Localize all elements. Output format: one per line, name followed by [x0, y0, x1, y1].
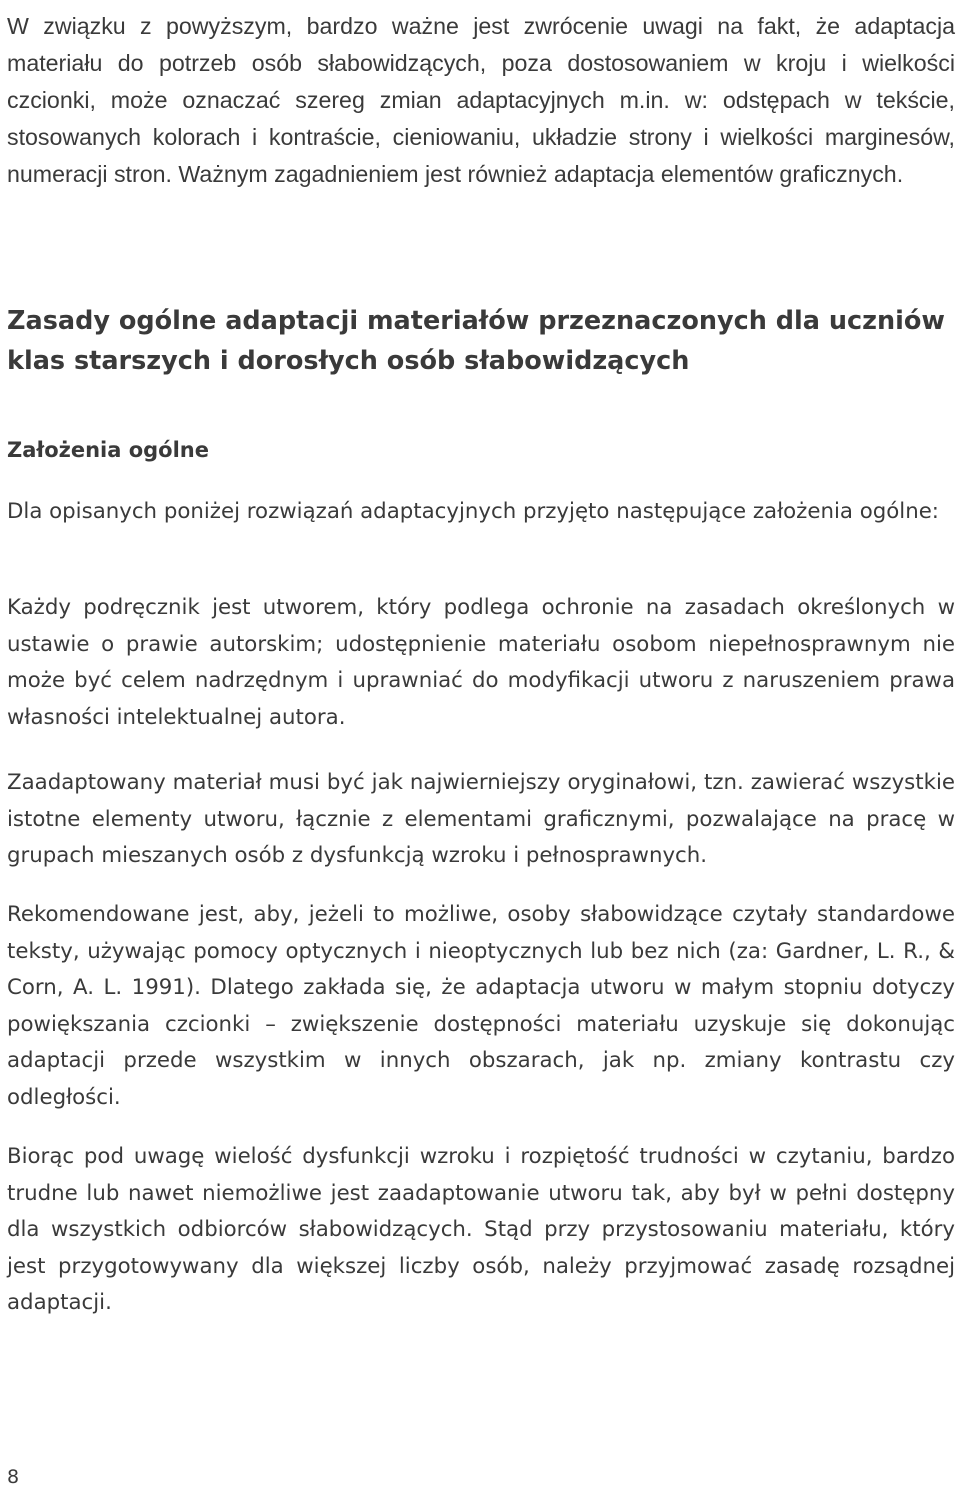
paragraph-faithfulness: Zaadaptowany materiał musi być jak najwierniejszy oryginałowi, tzn. zawierać wszystkie istotne elementy utworu, łącznie z elementami graficznymi, pozwalające na pracę w grupach mieszanych osób z dysfunkcją wzroku i pełnosprawnych.: [7, 770, 955, 868]
intro-paragraph: [7, 8, 955, 193]
paragraph-recommendation: Rekomendowane jest, aby, jeżeli to możliwe, osoby słabowidzące czytały standardowe teksty, używając pomocy optycznych i nieoptycznych lub bez nich (za: Gardner, L. R., & Corn, A. L. 1991). Dlatego zakłada się, że adaptacja utworu w małym stopniu dotyczy powiększania czcionki – zwiększenie dostępności materiału uzyskuje się dokonując adaptacji przede wszystkim w innych obszarach, jak np. zmiany kontrastu czy odległości.: [7, 902, 955, 1110]
paragraph-assumptions-intro: Dla opisanych poniżej rozwiązań adaptacyjnych przyjęto następujące założenia ogólne:: [7, 499, 939, 524]
section-heading: Zasady ogólne adaptacji materiałów przeznaczonych dla uczniów klas starszych i dorosłych osób słabowidzących: [7, 306, 945, 376]
subsection-heading: Założenia ogólne: [7, 438, 209, 462]
page-number: 8: [7, 1466, 20, 1488]
paragraph-reasonable-adaptation: Biorąc pod uwagę wielość dysfunkcji wzroku i rozpiętość trudności w czytaniu, bardzo trudne lub nawet niemożliwe jest zaadaptowanie utworu tak, aby był w pełni dostępny dla wszystkich odbiorców słabowidzących. Stąd przy przystosowaniu materiału, który jest przygotowywany dla większej liczby osób, należy przyjmować zasadę rozsądnej adaptacji.: [7, 1144, 955, 1315]
paragraph-copyright: Każdy podręcznik jest utworem, który podlega ochronie na zasadach określonych w ustawie o prawie autorskim; udostępnienie materiału osobom niepełnosprawnym nie może być celem nadrzędnym i uprawniać do modyfikacji utworu z naruszeniem prawa własności intelektualnej autora.: [7, 595, 955, 730]
intro-text: W związku z powyższym, bardzo ważne jest zwrócenie uwagi na fakt, że adaptacja materiału do potrzeb osób słabowidzących, poza dostosowaniem w kroju i wielkości czcionki, może oznaczać szereg zmian adaptacyjnych m.in. w: odstępach w tekście, stosowanych kolorach i kontraście, cieniowaniu, układzie strony i wielkości marginesów, numeracji stron. Ważnym zagadnieniem jest również adaptacja elementów graficznych.: [7, 13, 955, 187]
